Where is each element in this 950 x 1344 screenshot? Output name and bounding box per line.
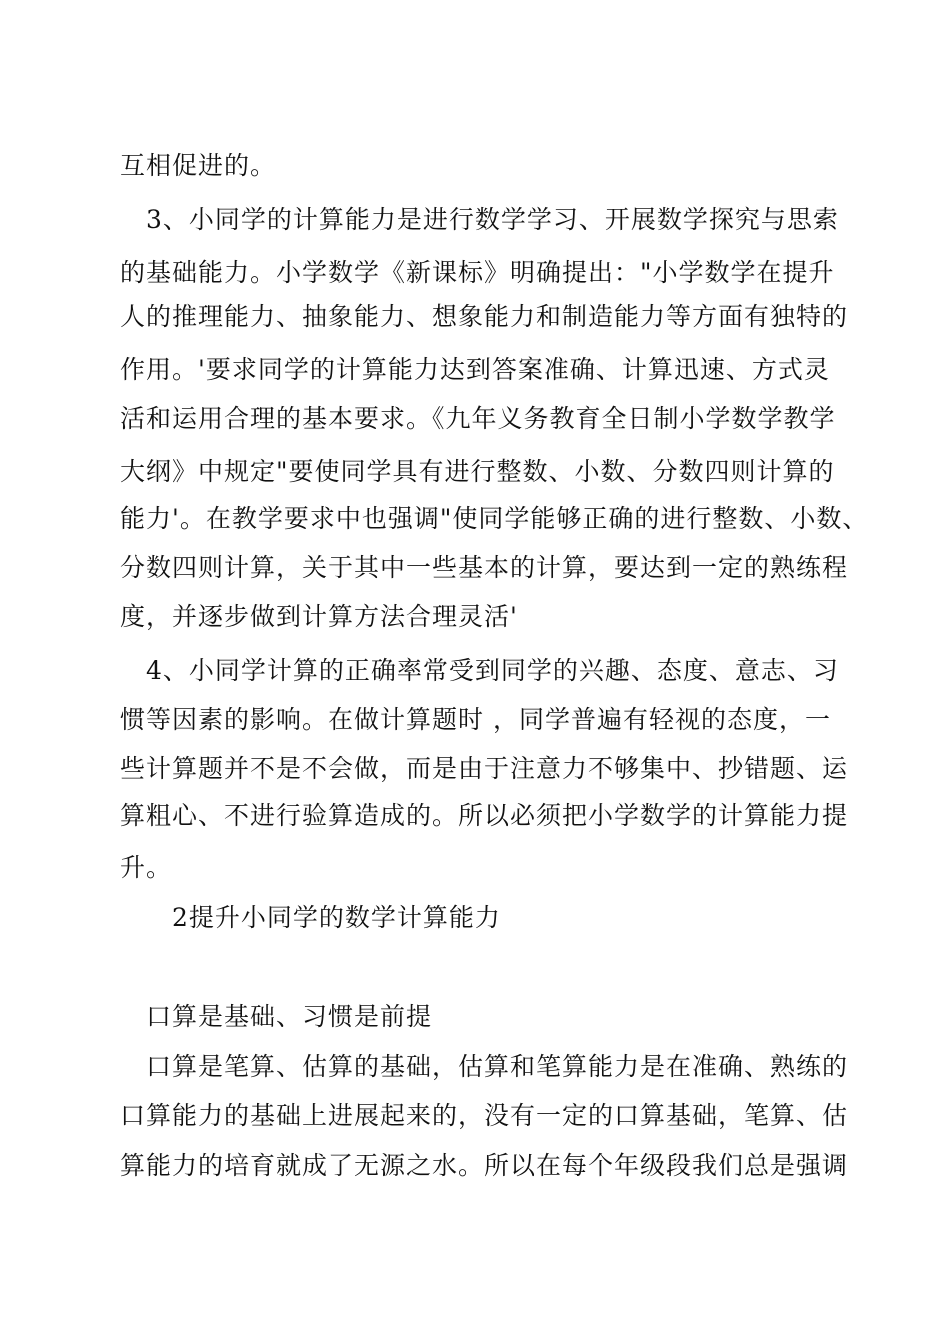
subsection-heading: 口算是基础、习惯是前提 bbox=[146, 1002, 433, 1031]
paragraph-line: 惯等因素的影响。在做计算题时 ，同学普遍有轻视的态度，一 bbox=[120, 705, 831, 734]
paragraph-line: 的基础能力。小学数学《新课标》明确提出："小学数学在提升 bbox=[120, 258, 835, 287]
paragraph-line: 活和运用合理的基本要求。《九年义务教育全日制小学数学教学 bbox=[120, 404, 836, 433]
paragraph-line: 能力'。在教学要求中也强调"使同学能够正确的进行整数、小数、 bbox=[120, 504, 869, 533]
paragraph-line: 人的推理能力、抽象能力、想象能力和制造能力等方面有独特的 bbox=[120, 302, 849, 331]
paragraph-line: 算能力的培育就成了无源之水。所以在每个年级段我们总是强调 bbox=[120, 1151, 849, 1180]
paragraph-line: 互相促进的。 bbox=[120, 151, 277, 180]
paragraph-line: 大纲》中规定"要使同学具有进行整数、小数、分数四则计算的 bbox=[120, 457, 835, 486]
paragraph-line: 算粗心、不进行验算造成的。所以必须把小学数学的计算能力提 bbox=[120, 801, 849, 830]
paragraph-line: 分数四则计算，关于其中一些基本的计算，要达到一定的熟练程 bbox=[120, 553, 849, 582]
paragraph-line: 口算能力的基础上进展起来的，没有一定的口算基础，笔算、估 bbox=[120, 1101, 849, 1130]
paragraph-line: 3、小同学的计算能力是进行数学学习、开展数学探究与思索 bbox=[146, 205, 839, 234]
paragraph-line: 升。 bbox=[120, 853, 173, 882]
paragraph-line: 些计算题并不是不会做，而是由于注意力不够集中、抄错题、运 bbox=[120, 754, 849, 783]
paragraph-line: 4、小同学计算的正确率常受到同学的兴趣、态度、意志、习 bbox=[146, 656, 839, 685]
paragraph-line: 度，并逐步做到计算方法合理灵活' bbox=[120, 602, 518, 631]
section-heading: 2提升小同学的数学计算能力 bbox=[172, 903, 501, 932]
paragraph-line: 口算是笔算、估算的基础，估算和笔算能力是在准确、熟练的 bbox=[146, 1052, 849, 1081]
paragraph-line: 作用。'要求同学的计算能力达到答案准确、计算迅速、方式灵 bbox=[120, 355, 830, 384]
